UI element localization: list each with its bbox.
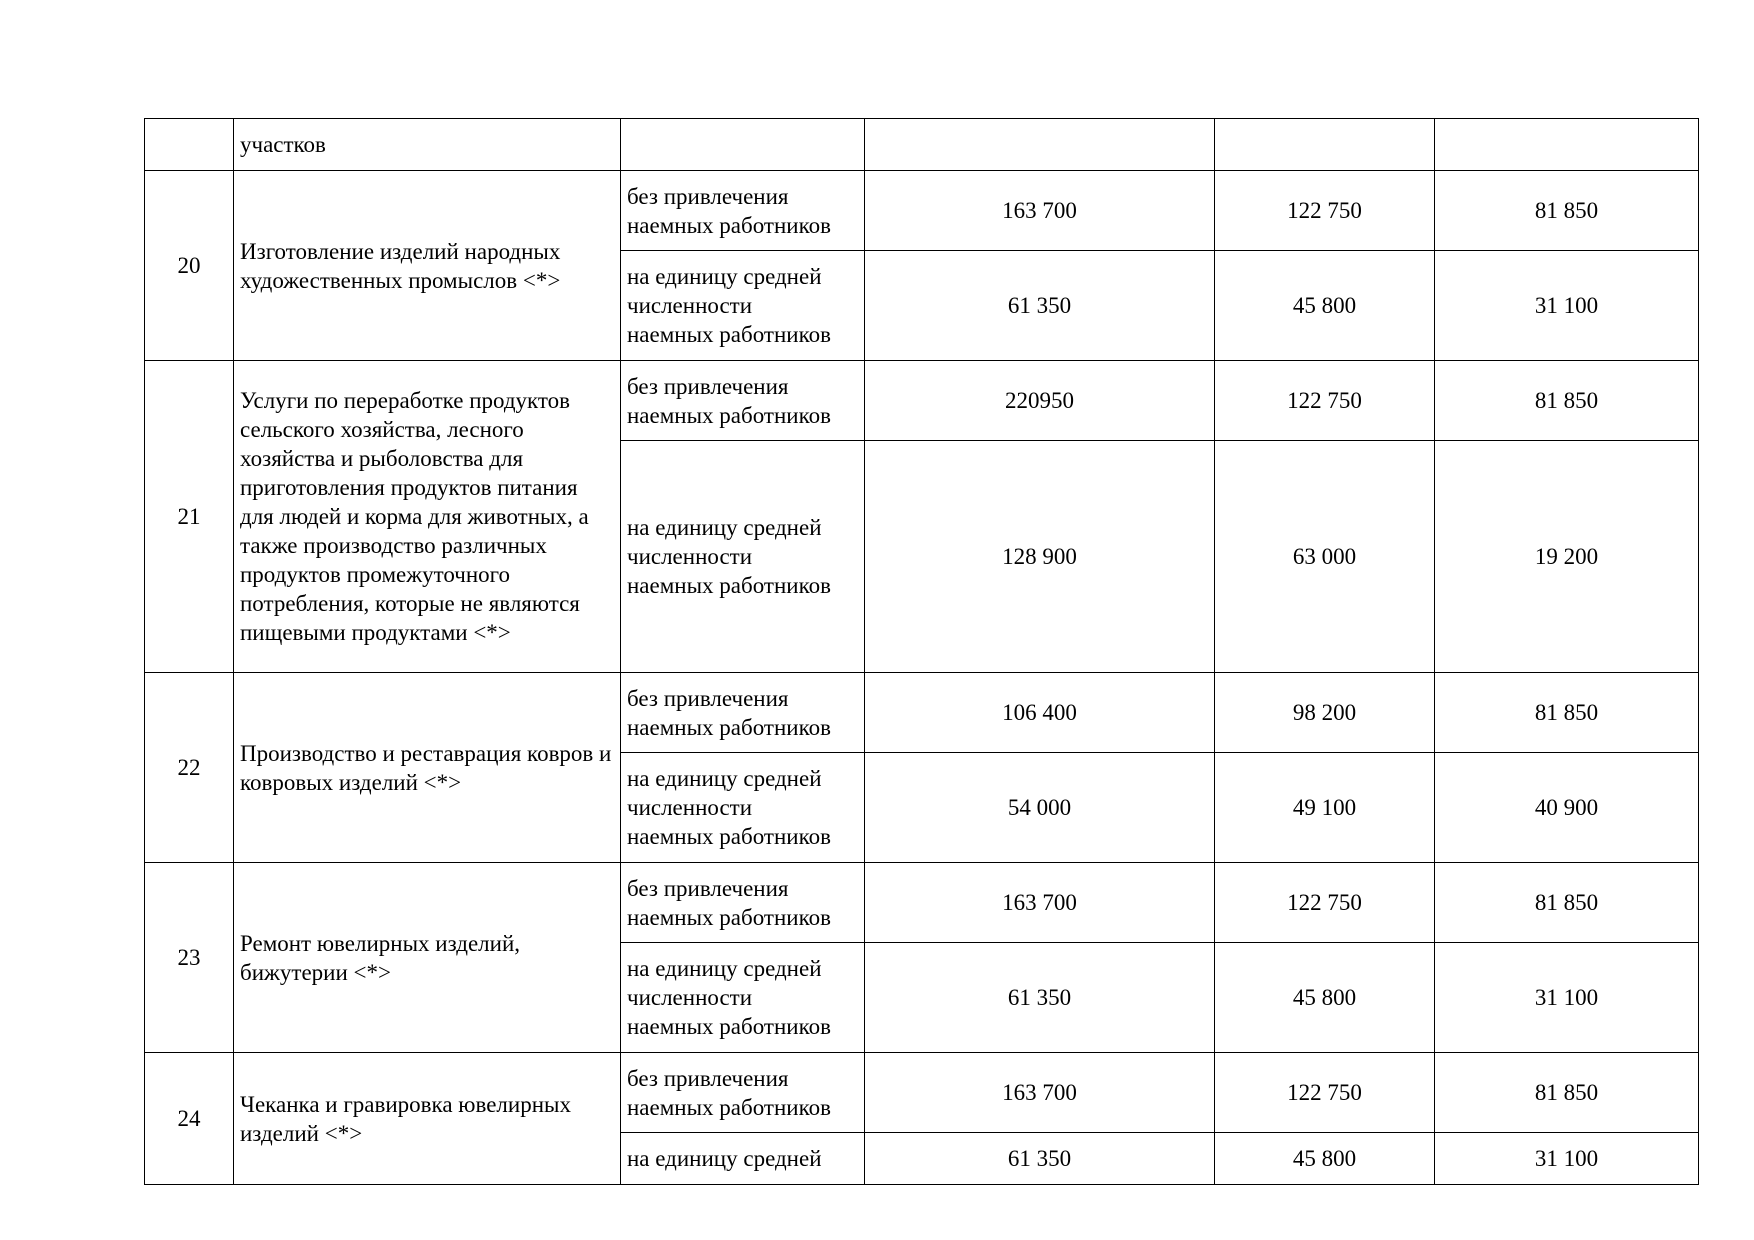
cell-value-col2: 45 800 [1215,1133,1435,1185]
cell-value-col2: 49 100 [1215,753,1435,863]
cell-value-col3: 81 850 [1435,171,1699,251]
cell-value-col2: 122 750 [1215,863,1435,943]
table-row [145,361,1699,441]
cell-value-col1: 128 900 [865,441,1215,673]
table-row-continuation [145,119,1699,171]
cell-value-col3: 81 850 [1435,361,1699,441]
cell-value-col1: 163 700 [865,1053,1215,1133]
cell-value-col1: 61 350 [865,251,1215,361]
cell-condition: без привлечения наемных работников [621,1053,865,1133]
cell-activity-name: Услуги по переработке продуктов сельского хозяйства, лесного хозяйства и рыболовства для приготовления продуктов питания для людей и корма для животных, а также производство различных продуктов промежуточного потребления, которые не являются пищевыми продуктами <*> [234,361,621,673]
cell-row-number: 21 [145,361,234,673]
cell-value-col2: 122 750 [1215,171,1435,251]
cell-value-col3: 40 900 [1435,753,1699,863]
cell-number-empty [145,119,234,171]
cell-value-col1: 106 400 [865,673,1215,753]
tariff-table [144,118,1699,1185]
cell-value-col2: 122 750 [1215,361,1435,441]
cell-value-col2: 63 000 [1215,441,1435,673]
cell-value-col1: 163 700 [865,863,1215,943]
table-row [145,863,1699,943]
table-row [145,673,1699,753]
cell-value-col2: 45 800 [1215,251,1435,361]
cell-activity-name: Ремонт ювелирных изделий, бижутерии <*> [234,863,621,1053]
cell-row-number: 23 [145,863,234,1053]
cell-value-col1: 61 350 [865,943,1215,1053]
cell-value-col3: 81 850 [1435,863,1699,943]
cell-condition: на единицу средней численности наемных работников [621,753,865,863]
cell-value-col1: 61 350 [865,1133,1215,1185]
cell-condition-empty [621,119,865,171]
table-row [145,1053,1699,1133]
cell-value-col3: 81 850 [1435,673,1699,753]
cell-value-col3: 81 850 [1435,1053,1699,1133]
cell-value-col2: 45 800 [1215,943,1435,1053]
cell-condition: на единицу средней численности наемных работников [621,251,865,361]
cell-value-col3: 19 200 [1435,441,1699,673]
cell-row-number: 22 [145,673,234,863]
cell-value-col2: 122 750 [1215,1053,1435,1133]
cell-value-col3: 31 100 [1435,1133,1699,1185]
cell-activity-name: участков [234,119,621,171]
cell-condition: без привлечения наемных работников [621,171,865,251]
cell-row-number: 20 [145,171,234,361]
cell-value-col1: 220950 [865,361,1215,441]
cell-condition: без привлечения наемных работников [621,863,865,943]
cell-condition: без привлечения наемных работников [621,673,865,753]
cell-condition: на единицу средней [621,1133,865,1185]
cell-activity-name: Изготовление изделий народных художественных промыслов <*> [234,171,621,361]
cell-value-col1: 163 700 [865,171,1215,251]
cell-condition: без привлечения наемных работников [621,361,865,441]
cell-condition: на единицу средней численности наемных работников [621,441,865,673]
cell-value-col2: 98 200 [1215,673,1435,753]
cell-condition: на единицу средней численности наемных работников [621,943,865,1053]
cell-row-number: 24 [145,1053,234,1185]
cell-activity-name: Чеканка и гравировка ювелирных изделий <*> [234,1053,621,1185]
cell-value-col3: 31 100 [1435,943,1699,1053]
cell-value-col1: 54 000 [865,753,1215,863]
cell-value-empty [865,119,1215,171]
cell-activity-name: Производство и реставрация ковров и ковровых изделий <*> [234,673,621,863]
table-row [145,171,1699,251]
cell-value-empty [1435,119,1699,171]
cell-value-col3: 31 100 [1435,251,1699,361]
cell-value-empty [1215,119,1435,171]
